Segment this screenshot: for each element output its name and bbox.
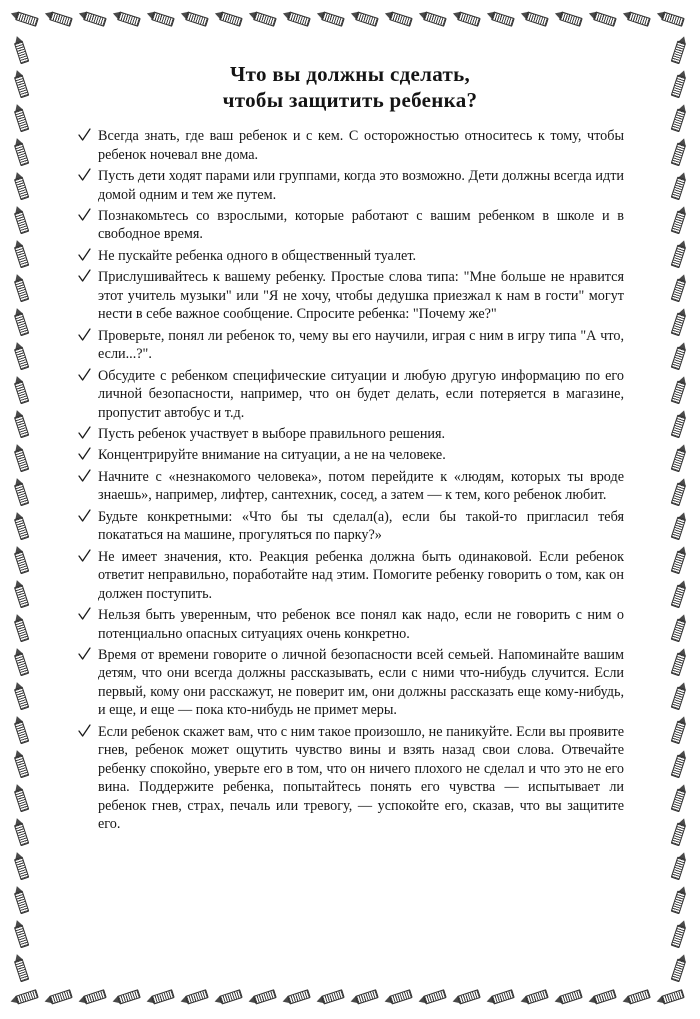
pencil-icon [12,137,30,168]
pencil-icon [670,511,688,542]
pencil-icon [145,10,176,28]
pencil-icon [587,989,618,1007]
pencil-icon [315,989,346,1007]
pencil-icon [12,953,30,984]
pencil-icon [281,10,312,28]
list-item-text: Познакомьтесь со взрослыми, которые работают с вашим ребенком в школе и в свободное время. [98,208,624,243]
list-item [76,167,624,204]
pencil-icon [670,919,688,950]
pencil-icon [12,171,30,202]
pencil-icon [179,989,210,1007]
pencil-icon [670,715,688,746]
list-item-text: Если ребенок скажет вам, что с ним такое произошло, не паникуйте. Если вы проявите гнев, ребенок может ощутить чувство вины и взять назад свои слова. Отвечайте ребенку спокойно, уверьте его в том, что он ничего плохого не сделал и что это не его вина. Поддержите ребенка, попытайтесь понять его чувства — испытывает ли ребенок гнев, страх, печаль или тревогу, — успокойте его, сказав, что вы защитите его. [98,723,624,833]
pencil-icon [670,749,688,780]
list-item-text: Начните с «незнакомого человека», потом перейдите к «людям, которых ты вроде знаешь», например, лифтер, сантехник, сосед, а затем — к тем, кого ребенок любит. [98,468,624,504]
pencil-icon [587,10,618,28]
list-item [76,548,624,603]
pencil-icon [145,989,176,1007]
pencil-icon [43,10,74,28]
page-title-line-1: Что вы должны сделать, [229,62,471,86]
pencil-icon [417,989,448,1007]
pencil-icon [213,989,244,1007]
checkmark-icon [78,549,91,564]
checkmark-icon [78,168,91,183]
list-item [76,468,624,505]
pencil-icon [670,375,688,406]
pencil-icon [621,989,652,1007]
list-item [76,127,624,164]
list-item [76,646,624,720]
pencil-icon [670,613,688,644]
checkmark-icon [78,647,91,662]
pencil-icon [519,10,550,28]
pencil-icon [12,919,30,950]
pencil-icon [670,545,688,576]
list-item [76,247,624,265]
pencil-icon [12,273,30,304]
pencil-icon [12,69,30,100]
list-item [76,446,624,464]
pencil-icon [12,579,30,610]
list-item [76,327,624,364]
pencil-icon [670,341,688,372]
pencil-icon [670,647,688,678]
pencil-icon [12,851,30,882]
pencil-icon [349,10,380,28]
pencil-icon [12,341,30,372]
pencil-icon [485,989,516,1007]
pencil-icon [77,10,108,28]
pencil-icon [670,137,688,168]
list-item-text: Пусть ребенок участвует в выборе правильного решения. [98,426,446,443]
pencil-icon [670,681,688,712]
page-title-line-2: чтобы защитить ребенка? [222,87,478,112]
checkmark-icon [78,128,91,143]
pencil-icon [670,443,688,474]
pencil-icon [12,477,30,508]
list-item [76,606,624,643]
pencil-icon [670,885,688,916]
list-item-text: Всегда знать, где ваш ребенок и с кем. С осторожностью относитесь к тому, чтобы ребенок ночевал вне дома. [98,128,624,163]
pencil-icon [553,989,584,1007]
pencil-icon [621,10,652,28]
pencil-icon [670,103,688,134]
pencil-icon [670,205,688,236]
checkmark-icon [78,426,91,441]
tips-list [76,127,624,833]
list-item-text: Не имеет значения, кто. Реакция ребенка должна быть одинаковой. Если ребенок ответит неправильно, поработайте над этим. Помогите ребенку говорить о том, как он должен поступить. [98,548,624,602]
pencil-icon [519,989,550,1007]
pencil-icon [670,953,688,984]
pencil-icon [9,989,40,1007]
pencil-icon [247,10,278,28]
list-item [76,268,624,323]
list-item-text: Пусть дети ходят парами или группами, когда это возможно. Дети должны всегда идти домой одним и тем же путем. [98,168,624,203]
pencil-icon [670,817,688,848]
pencil-icon [179,10,210,28]
checkmark-icon [78,509,91,524]
list-item-text: Не пускайте ребенка одного в общественный туалет. [98,247,417,264]
pencil-icon [12,613,30,644]
pencil-icon [12,103,30,134]
pencil-icon [12,783,30,814]
pencil-icon [43,989,74,1007]
pencil-icon [213,10,244,28]
list-item-text: Нельзя быть уверенным, что ребенок все понял как надо, если не говорить с ним о потенциально опасных ситуациях очень конкретно. [98,607,624,642]
checkmark-icon [78,469,91,484]
pencil-icon [12,307,30,338]
pencil-icon [670,409,688,440]
pencil-icon [247,989,278,1007]
pencil-icon [553,10,584,28]
pencil-icon [12,409,30,440]
pencil-icon [670,239,688,270]
pencil-icon [12,647,30,678]
pencil-icon [12,885,30,916]
pencil-icon [12,817,30,848]
pencil-icon [670,579,688,610]
pencil-icon [77,989,108,1007]
list-item [76,207,624,244]
checkmark-icon [78,447,91,462]
pencil-icon [670,851,688,882]
pencil-icon [670,477,688,508]
list-item-text: Будьте конкретными: «Что бы ты сделал(а), если бы такой-то пригласил тебя покататься на машине, прогуляться по парку?» [98,508,624,544]
pencil-icon [12,35,30,66]
pencil-icon [281,989,312,1007]
list-item-text: Обсудите с ребенком специфические ситуации и любую другую информацию по его личной безопасности, например, что он будет делать, если потеряется в магазине, пропустит автобус и т.д. [98,367,624,421]
list-item [76,723,624,834]
pencil-icon [451,989,482,1007]
pencil-icon [12,749,30,780]
list-item [76,367,624,422]
pencil-icon [111,10,142,28]
pencil-icon [383,10,414,28]
checkmark-icon [78,208,91,223]
page-title [76,62,624,113]
list-item [76,425,624,443]
pencil-icon [485,10,516,28]
pencil-icon [670,69,688,100]
checkmark-icon [78,607,91,622]
pencil-icon [12,545,30,576]
document-content [54,44,646,975]
pencil-icon [12,715,30,746]
checkmark-icon [78,328,91,343]
checkmark-icon [78,368,91,383]
list-item-text: Время от времени говорите о личной безопасности всей семьей. Напоминайте вашим детям, что они всегда должны рассказывать, если с ними что-нибудь случится. Если первый, кому они расскажут, не поверит им, они должны рассказать еще кому-нибудь, и еще, и еще — пока кто-нибудь не примет меры. [98,647,624,719]
pencil-icon [349,989,380,1007]
pencil-icon [12,443,30,474]
checkmark-icon [78,724,91,739]
list-item-text: Проверьте, понял ли ребенок то, чему вы его научили, играя с ним в игру типа "А что, если...?". [98,327,624,363]
pencil-icon [670,35,688,66]
pencil-icon [655,989,686,1007]
pencil-icon [9,10,40,28]
pencil-icon [417,10,448,28]
checkmark-icon [78,269,91,284]
pencil-icon [111,989,142,1007]
pencil-icon [315,10,346,28]
pencil-icon [12,239,30,270]
pencil-icon [670,307,688,338]
list-item-text: Прислушивайтесь к вашему ребенку. Простые слова типа: "Мне больше не нравится этот учитель музыки" или "Я не хочу, чтобы дедушка приезжал к нам в гости" могут нести в себе важное сообщение. Спросите ребенка: "Почему же?" [98,269,624,323]
pencil-icon [655,10,686,28]
list-item [76,508,624,545]
pencil-icon [12,205,30,236]
pencil-icon [451,10,482,28]
list-item-text: Концентрируйте внимание на ситуации, а не на человеке. [98,447,446,464]
pencil-icon [670,171,688,202]
pencil-icon [670,273,688,304]
pencil-icon [12,511,30,542]
pencil-icon [383,989,414,1007]
pencil-icon [670,783,688,814]
pencil-icon [12,681,30,712]
checkmark-icon [78,248,91,263]
pencil-icon [12,375,30,406]
